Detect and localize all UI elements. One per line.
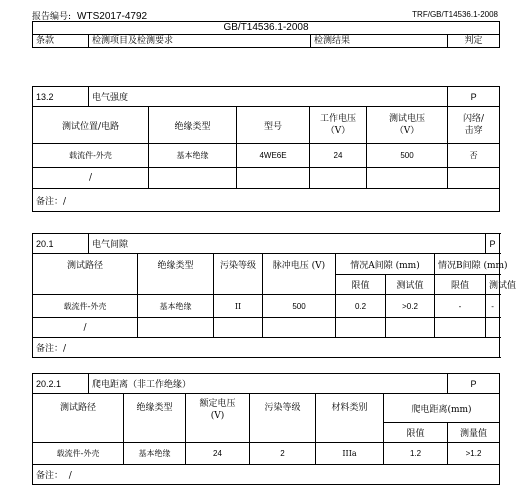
col-verdict: 判定 [448,35,500,48]
cell-model: 4WE6E [237,144,310,168]
cell-a-measured: >0.2 [386,295,435,318]
cell-working-voltage: 24 [310,144,367,168]
section-title: 电气强度 [89,87,448,107]
cell-pollution-degree: II [214,295,263,318]
header-model: 型号 [237,107,310,144]
section-20-1-table [32,233,516,358]
section-note: 备注：/ [33,338,500,358]
column-header-table [32,21,500,48]
cell-flashover: 否 [448,144,500,168]
cell-creepage-limit: 1.2 [384,443,448,465]
cell-pollution-degree: 2 [250,443,316,465]
cell-a-limit: 0.2 [336,295,386,318]
cell-test-position: 载流件-外壳 [33,144,149,168]
cell-b-limit: - [435,295,486,318]
report-number-label: 报告编号: [32,12,72,22]
section-title: 电气间隙 [89,234,486,254]
col-result: 检测结果 [311,35,448,48]
header-test-path: 测试路径 [33,394,124,443]
cell-test-voltage: 500 [367,144,448,168]
section-verdict: P [486,234,500,254]
cell-empty [386,318,435,338]
section-note: 备注：/ [33,189,500,212]
cell-empty [435,318,486,338]
cell-empty [310,168,367,189]
section-title: 爬电距离（非工作绝缘） [89,374,448,394]
cell-empty [138,318,214,338]
section-number: 20.2.1 [33,374,89,394]
cell-empty [448,168,500,189]
header-test-voltage [367,107,448,144]
cell-insulation-type: 基本绝缘 [138,295,214,318]
header-creepage: 爬电距离(mm) [384,394,500,423]
header-insulation-type: 绝缘类型 [138,254,214,295]
cell-material-group: IIIa [316,443,384,465]
test-voltage-label: 测试电压 （V） [389,113,426,136]
header-flashover [448,107,500,144]
header-insulation-type: 绝缘类型 [149,107,237,144]
header-test-path: 测试路径 [33,254,138,295]
working-voltage-label: 工作电压 （V） [319,113,356,136]
header-insulation-type: 绝缘类型 [124,394,186,443]
section-20-2-1-table [32,373,500,485]
section-number: 20.1 [33,234,89,254]
trf-code: TRF/GB/T14536.1-2008 [412,10,498,19]
header-pollution-degree: 污染等级 [214,254,263,295]
header-b-measured: 测试值 [486,275,500,295]
cell-empty [367,168,448,189]
cell-test-path: 载流件-外壳 [33,443,124,465]
header-rated-voltage [186,394,250,443]
section-13-2-table [32,86,500,212]
rated-voltage-label: 额定电压 (V) [199,399,236,422]
header-case-a: 情况A间隙 (mm) [336,254,435,275]
cell-empty [237,168,310,189]
header-impulse-voltage: 脉冲电压 (V) [263,254,336,295]
cell-impulse-voltage: 500 [263,295,336,318]
cell-test-path: 载流件-外壳 [33,295,138,318]
header-a-measured: 测试值 [386,275,435,295]
cell-insulation-type: 基本绝缘 [124,443,186,465]
cell-rated-voltage: 24 [186,443,250,465]
section-number: 13.2 [33,87,89,107]
col-clause: 条款 [33,35,89,48]
standard-title: GB/T14536.1-2008 [33,22,500,35]
header-case-b: 情况B间隙 (mm) [435,254,500,275]
cell-creepage-measured: >1.2 [448,443,500,465]
cell-empty-position: / [33,168,149,189]
header-material-group: 材料类别 [316,394,384,443]
section-verdict: P [448,87,500,107]
cell-b-measured: - [486,295,500,318]
header-creepage-limit: 限值 [384,423,448,443]
section-verdict: P [448,374,500,394]
cell-empty [263,318,336,338]
cell-insulation-type: 基本绝缘 [149,144,237,168]
report-header-line [32,7,498,21]
cell-empty-path: / [33,318,138,338]
header-a-limit: 限值 [336,275,386,295]
cell-empty [149,168,237,189]
cell-empty [336,318,386,338]
header-test-position: 测试位置/电路 [33,107,149,144]
cell-empty [214,318,263,338]
col-items: 检测项目及检测要求 [89,35,311,48]
header-pollution-degree: 污染等级 [250,394,316,443]
header-b-limit: 限值 [435,275,486,295]
header-creepage-measured: 测量值 [448,423,500,443]
header-working-voltage [310,107,367,144]
section-note: 备注： / [33,465,500,485]
flashover-label: 闪络/ 击穿 [463,113,485,136]
cell-empty [486,318,500,338]
report-number-value: WTS2017-4792 [77,11,148,22]
